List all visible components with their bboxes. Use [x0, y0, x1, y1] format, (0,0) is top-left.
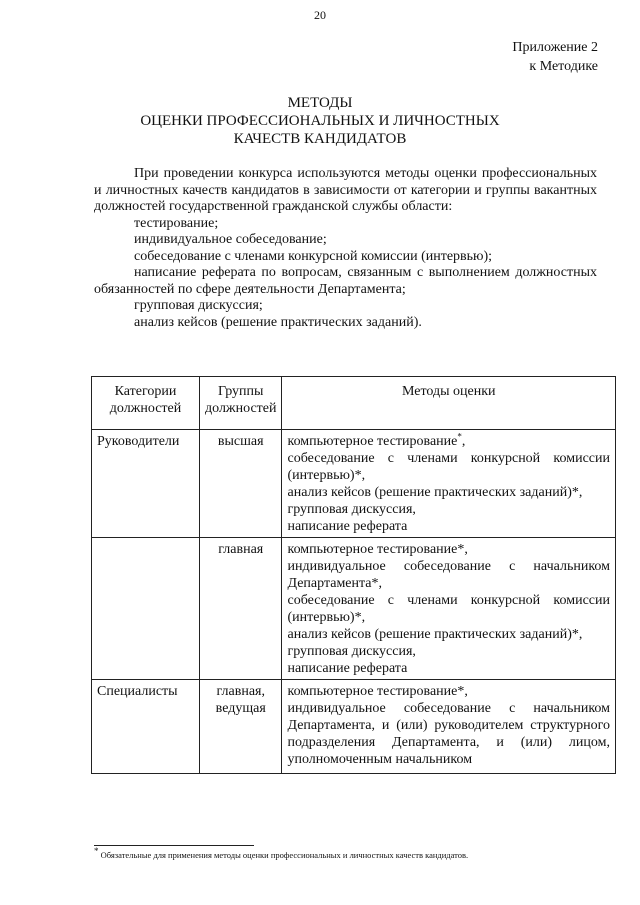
methods-table: [91, 376, 616, 774]
table-row: [92, 680, 616, 774]
row-methods: [282, 430, 616, 538]
method-item: групповая дискуссия,: [287, 644, 416, 659]
header-category: Категории должностей: [92, 377, 200, 430]
method-item: анализ кейсов (решение практических заданий)*,: [287, 485, 583, 500]
footnote-mark: *: [457, 431, 462, 442]
header-methods: Методы оценки: [282, 377, 616, 430]
method-item: компьютерное тестирование*,: [287, 684, 468, 699]
title-line-3: КАЧЕСТВ КАНДИДАТОВ: [233, 131, 407, 147]
row-category: [92, 538, 200, 680]
page-number: 20: [314, 8, 326, 22]
intro-lead-paragraph: При проведении конкурса используются методы оценки профессиональных и личностных качеств кандидатов в зависимости от категории и группы вакантных должностей государственной гражданской службы области:: [94, 166, 597, 214]
appendix-line-2: к Методике: [529, 59, 598, 74]
appendix-line-1: Приложение 2: [512, 40, 598, 55]
method-item: собеседование с членами конкурсной комиссии (интервью)*,: [287, 451, 610, 483]
method-item: групповая дискуссия,: [287, 502, 416, 517]
method-item: анализ кейсов (решение практических заданий)*,: [287, 627, 583, 642]
intro-list-item: собеседование с членами конкурсной комиссии (интервью);: [134, 248, 493, 264]
footnote-divider: [94, 845, 254, 846]
method-item: собеседование с членами конкурсной комиссии (интервью)*,: [287, 593, 610, 625]
method-item: компьютерное тестирование*,: [287, 542, 468, 557]
intro-section: [94, 166, 597, 331]
document-title: [0, 94, 640, 148]
row-group: главная: [200, 538, 282, 680]
footnote-text: Обязательные для применения методы оценки профессиональных и личностных качеств кандидатов.: [100, 850, 469, 860]
intro-list-item: тестирование;: [134, 215, 219, 231]
intro-list-item: написание реферата по вопросам, связанным с выполнением должностных обязанностей по сфере деятельности Департамента;: [94, 265, 597, 297]
method-item: написание реферата: [287, 661, 408, 676]
row-category: Специалисты: [92, 680, 200, 774]
title-line-1: МЕТОДЫ: [287, 95, 353, 111]
method-item: индивидуальное собеседование с начальником Департамента*,: [287, 559, 610, 591]
row-methods: [282, 538, 616, 680]
row-methods: [282, 680, 616, 774]
method-text: компьютерное тестирование: [287, 434, 458, 449]
intro-list-item: индивидуальное собеседование;: [134, 232, 327, 247]
title-line-2: ОЦЕНКИ ПРОФЕССИОНАЛЬНЫХ И ЛИЧНОСТНЫХ: [140, 113, 500, 129]
row-category: Руководители: [92, 430, 200, 538]
footnote-mark: *: [94, 846, 99, 857]
method-item: [287, 433, 610, 450]
table-header-row: [92, 377, 616, 430]
method-punct: ,: [461, 434, 466, 449]
header-group: Группы должностей: [200, 377, 282, 430]
method-item: индивидуальное собеседование с начальником Департамента, и (или) руководителем структурного подразделения Департамента, и (или) лицом, уполномоченным начальником: [287, 701, 610, 767]
intro-list-item: анализ кейсов (решение практических заданий).: [134, 314, 422, 330]
intro-list-item: групповая дискуссия;: [134, 298, 263, 313]
table-row: [92, 430, 616, 538]
row-group: высшая: [200, 430, 282, 538]
table-row: [92, 538, 616, 680]
row-group: главная, ведущая: [200, 680, 282, 774]
method-item: написание реферата: [287, 519, 408, 534]
footnote: [94, 846, 614, 861]
appendix-reference: [512, 38, 598, 76]
